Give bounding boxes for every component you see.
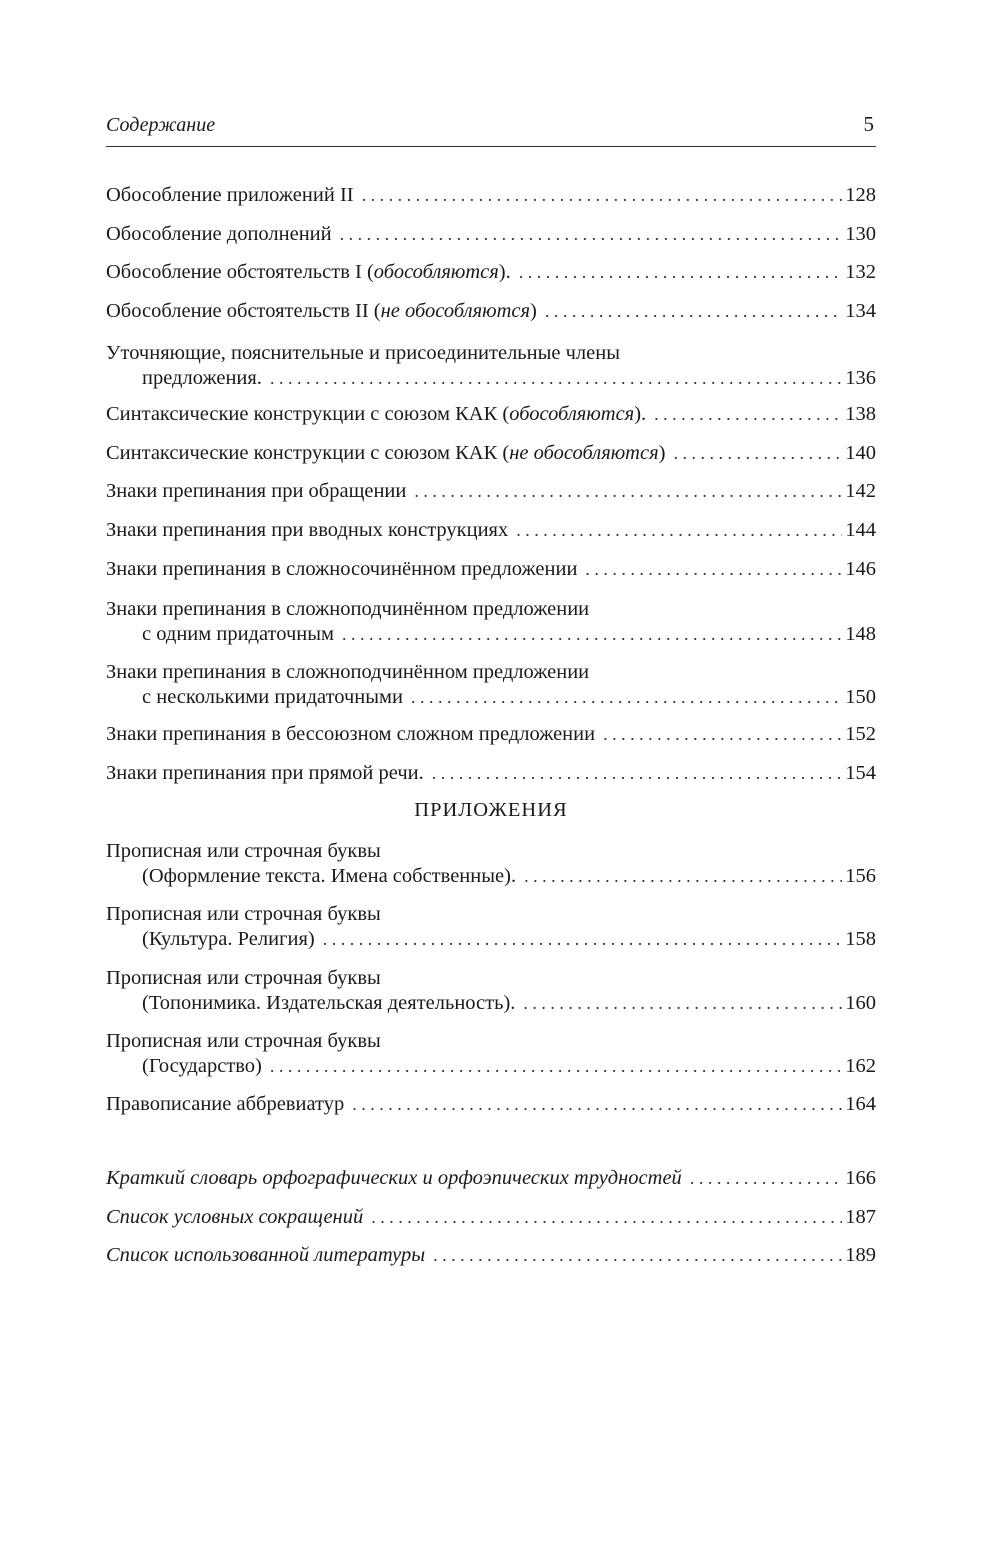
- toc-entry-title: с несколькими придаточными: [142, 686, 403, 708]
- toc-entry-title: Знаки препинания при вводных конструкциях: [106, 519, 509, 541]
- toc-entry-page: 166: [845, 1167, 876, 1189]
- toc-entry[interactable]: [106, 966, 876, 1016]
- dot-leader: [690, 1166, 842, 1191]
- toc-entry-title-line: Прописная или строчная буквы: [106, 967, 381, 989]
- toc-entry-page: 187: [845, 1206, 876, 1228]
- toc-entry[interactable]: [106, 557, 876, 582]
- toc-entry-page: 156: [845, 865, 876, 887]
- toc-entry-title-line: Прописная или строчная буквы: [106, 1030, 381, 1052]
- toc-entry-page: 160: [845, 992, 876, 1014]
- toc-entry-title: Список использованной литературы: [106, 1244, 426, 1266]
- toc-entry-title-line: Уточняющие, пояснительные и присоединительные члены: [106, 342, 621, 364]
- toc-entry[interactable]: [106, 1092, 876, 1117]
- toc-entry-page: 158: [845, 928, 876, 950]
- toc-entry-title: Знаки препинания в сложносочинённом предложении: [106, 558, 578, 580]
- toc-entry[interactable]: [106, 1205, 876, 1230]
- page-number: 5: [863, 112, 874, 136]
- toc-entry-page: 189: [845, 1244, 876, 1266]
- dot-leader: [414, 479, 842, 504]
- toc-entry-page: 152: [845, 723, 876, 745]
- toc-entry-page: 142: [845, 480, 876, 502]
- dot-leader: [516, 518, 842, 543]
- toc-entry-page: 128: [845, 184, 876, 206]
- toc-entry-page: 150: [845, 686, 876, 708]
- toc-entry-page: 154: [845, 762, 876, 784]
- dot-leader: [270, 1054, 842, 1079]
- toc-entry[interactable]: [106, 902, 876, 952]
- toc-entry-title: Знаки препинания при обращении: [106, 480, 407, 502]
- toc-entry-title-line: Знаки препинания в сложноподчинённом предложении: [106, 661, 590, 683]
- toc-entry-title: Синтаксические конструкции с союзом КАК (не обособляются): [106, 442, 666, 464]
- toc-entry-page: 164: [845, 1093, 876, 1115]
- toc-entry[interactable]: [106, 597, 876, 647]
- dot-leader: [411, 685, 842, 710]
- toc-entry-page: 144: [845, 519, 876, 541]
- dot-leader: [342, 622, 842, 647]
- dot-leader: [545, 299, 842, 324]
- toc-entry[interactable]: [106, 441, 876, 466]
- toc-entry[interactable]: [106, 1166, 876, 1191]
- toc-entry-page: 148: [845, 623, 876, 645]
- toc-entry[interactable]: [106, 299, 876, 324]
- toc-entry-title: Знаки препинания в бессоюзном сложном предложении: [106, 723, 596, 745]
- toc-entry-title: с одним придаточным: [142, 623, 334, 645]
- dot-leader: [524, 864, 842, 889]
- toc-entry-page: 138: [845, 403, 876, 425]
- toc-entry-title-line: Прописная или строчная буквы: [106, 903, 381, 925]
- toc-entry-title: Обособление обстоятельств II (не обособляются): [106, 300, 537, 322]
- toc-entry-title-line: Прописная или строчная буквы: [106, 840, 381, 862]
- dot-leader: [362, 183, 843, 208]
- toc-entry[interactable]: [106, 1243, 876, 1268]
- dot-leader: [340, 222, 843, 247]
- toc-entry-page: 130: [845, 223, 876, 245]
- toc-entry-title: Правописание аббревиатур: [106, 1093, 345, 1115]
- toc-entry[interactable]: [106, 479, 876, 504]
- toc-entry[interactable]: [106, 660, 876, 710]
- toc-entry-page: 146: [845, 558, 876, 580]
- toc-entry-title: Краткий словарь орфографических и орфоэпических трудностей: [106, 1167, 682, 1189]
- toc-entry-title: (Культура. Религия): [142, 928, 315, 950]
- dot-leader: [432, 761, 843, 786]
- dot-leader: [654, 402, 842, 427]
- toc-entry-page: 140: [845, 442, 876, 464]
- toc-entry-title: (Топонимика. Издательская деятельность).: [142, 992, 516, 1014]
- toc-entry-title: Синтаксические конструкции с союзом КАК (обособляются).: [106, 403, 647, 425]
- toc-entry-title: Знаки препинания при прямой речи.: [106, 762, 424, 784]
- toc-entry[interactable]: [106, 402, 876, 427]
- dot-leader: [523, 991, 842, 1016]
- toc-entry[interactable]: [106, 222, 876, 247]
- toc-entry-page: 134: [845, 300, 876, 322]
- dot-leader: [603, 722, 842, 747]
- toc-entry[interactable]: [106, 518, 876, 543]
- toc-entry[interactable]: [106, 260, 876, 285]
- toc-entry-title-line: Знаки препинания в сложноподчинённом предложении: [106, 598, 590, 620]
- toc-entry[interactable]: [106, 183, 876, 208]
- toc-entry-title: (Оформление текста. Имена собственные).: [142, 865, 517, 887]
- dot-leader: [585, 557, 842, 582]
- toc-entry-title: (Государство): [142, 1055, 262, 1077]
- running-head-title: Содержание: [106, 114, 216, 136]
- dot-leader: [323, 927, 843, 952]
- toc-entry-page: 132: [845, 261, 876, 283]
- toc-entry-title: Обособление приложений II: [106, 184, 354, 206]
- dot-leader: [352, 1092, 842, 1117]
- table-of-contents: [106, 0, 876, 1553]
- toc-entry-title: Обособление обстоятельств I (обособляются).: [106, 261, 511, 283]
- toc-entry-title: Список условных сокращений: [106, 1206, 364, 1228]
- dot-leader: [673, 441, 842, 466]
- dot-leader: [433, 1243, 842, 1268]
- toc-entry[interactable]: [106, 722, 876, 747]
- toc-entry-title: Обособление дополнений: [106, 223, 332, 245]
- dot-leader: [519, 260, 843, 285]
- toc-entry[interactable]: [106, 761, 876, 786]
- toc-entry-page: 136: [845, 367, 876, 389]
- dot-leader: [270, 366, 842, 391]
- toc-entry-title: предложения.: [142, 367, 262, 389]
- dot-leader: [371, 1205, 842, 1230]
- toc-entry[interactable]: [106, 341, 876, 391]
- toc-entry[interactable]: [106, 839, 876, 889]
- appendix-heading: ПРИЛОЖЕНИЯ: [414, 799, 568, 821]
- toc-entry-page: 162: [845, 1055, 876, 1077]
- toc-entry[interactable]: [106, 1029, 876, 1079]
